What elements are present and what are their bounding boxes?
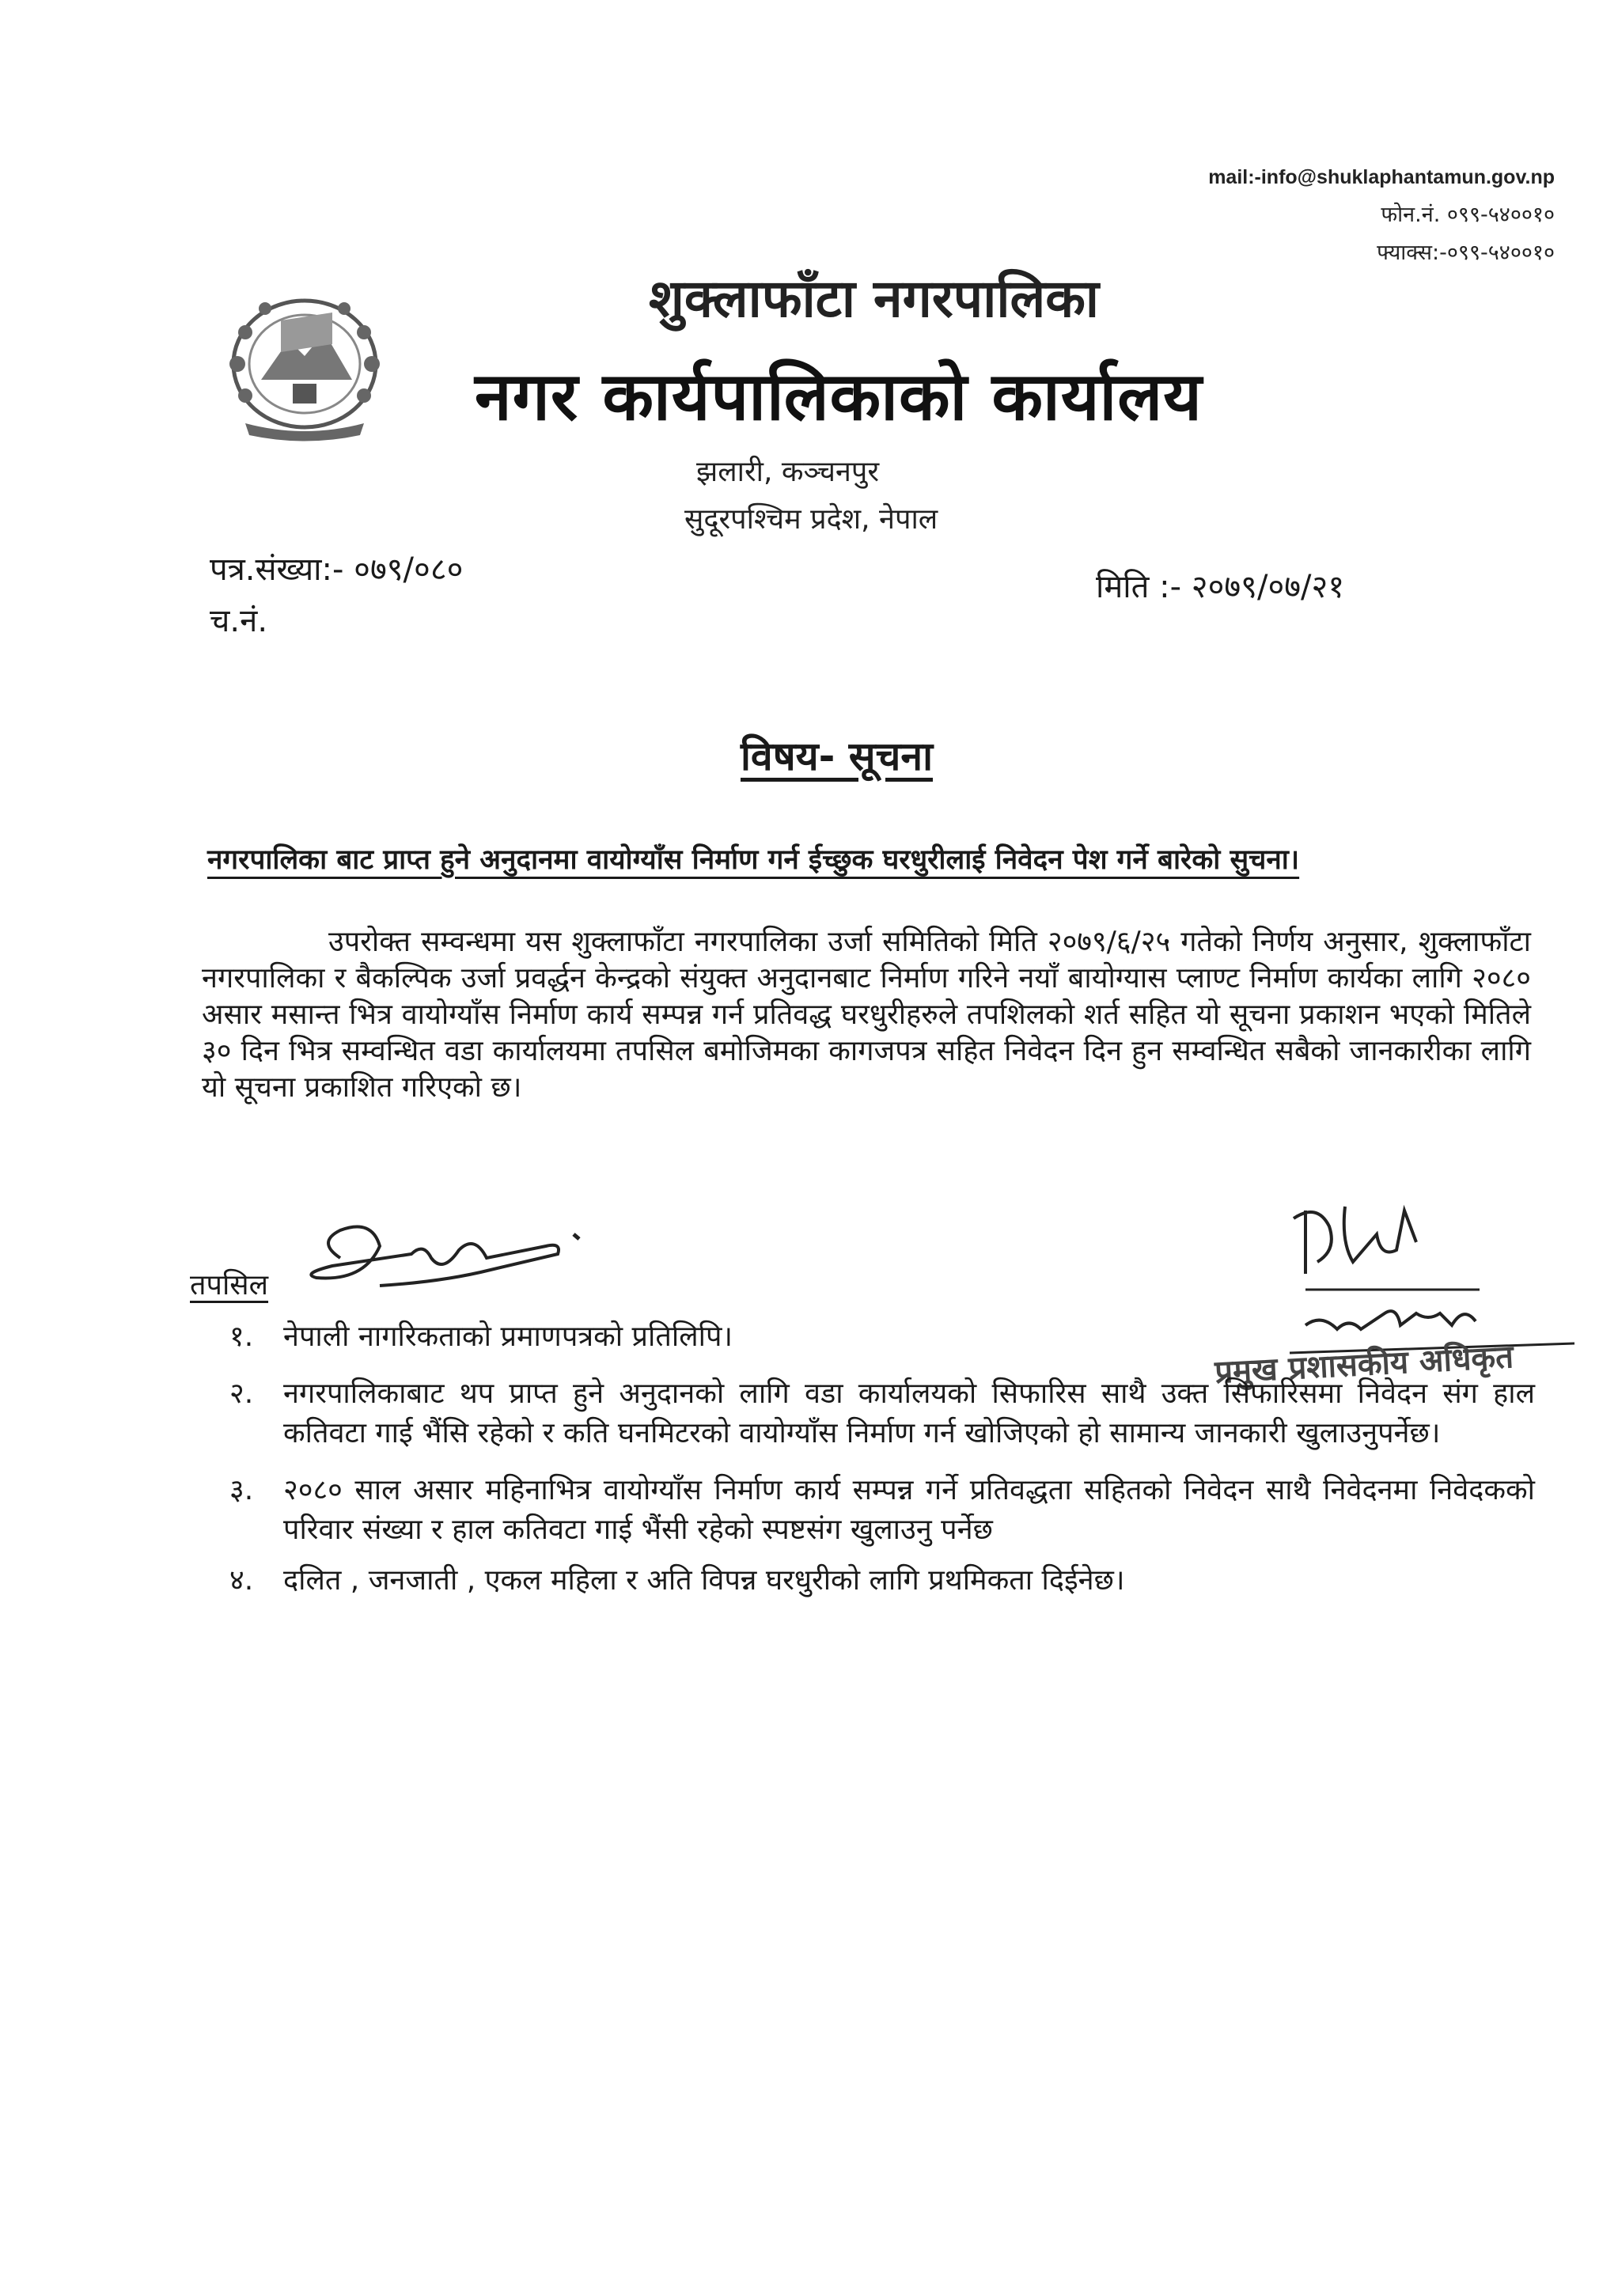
list-item: ३. २०८० साल असार महिनाभित्र वायोग्याँस निर्माण कार्य सम्पन्न गर्ने प्रतिवद्धता सहितको निवेदन साथै निवेदनमा निवेदकको परिवार संख्या र हाल कतिवटा गाई भैंसी रहेको स्पष्टसंग खुलाउनु पर्नेछ <box>229 1474 1535 1546</box>
conditions-list <box>229 1317 1535 1618</box>
subject-text: विषय- सूचना <box>740 733 934 779</box>
email-address: mail:-info@shuklaphantamun.gov.np <box>1208 166 1555 188</box>
signature-left <box>285 1211 601 1298</box>
letter-date: मिति :- २०७९/०७/२१ <box>1096 569 1345 605</box>
address-line-1: झलारी, कञ्चनपुर <box>696 456 880 488</box>
tapasil-label: तपसिल <box>190 1269 269 1301</box>
municipality-name: शुक्लाफाँटा नगरपालिका <box>649 268 1099 329</box>
reference-number: पत्र.संख्या:- ०७९/०८० <box>210 551 464 588</box>
official-stamp-text: प्रमुख प्रशासकीय अधिकृत <box>1214 1339 1515 1391</box>
body-text: उपरोक्त सम्वन्धमा यस शुक्लाफाँटा नगरपालिका उर्जा समितिको मिति २०७९/६/२५ गतेको निर्णय अनुसार, शुक्लाफाँटा नगरपालिका र बैकल्पिक उर्जा प्रवर्द्धन केन्द्रको संयुक्त अनुदानबाट निर्माण गरिने नयाँ बायोग्यास प्लाण्ट निर्माण कार्यका लागि २०८० असार मसान्त भित्र वायोग्याँस निर्माण कार्य सम्पन्न गर्न प्रतिवद्ध घरधुरीहरुले तपशिलको शर्त सहित यो सूचना प्रकाशन भएको मितिले ३० दिन भित्र सम्वन्धित वडा कार्यालयमा तपसिल बमोजिमका कागजपत्र सहित निवेदन दिन हुन सम्वन्धित सबैको जानकारीका लागि यो सूचना प्रकाशित गरिएको छ। <box>202 926 1531 1104</box>
subject-heading <box>0 728 1618 782</box>
contact-block <box>1208 158 1555 272</box>
notice-title: नगरपालिका बाट प्राप्त हुने अनुदानमा वायोग्याँस निर्माण गर्न ईच्छुक घरधुरीलाई निवेदन पेश गर्ने बारेको सुचना। <box>207 844 1300 876</box>
list-item: २. नगरपालिकाबाट थप प्राप्त हुने अनुदानको लागि वडा कार्यालयको सिफारिस साथै उक्त सिफारिसमा निवेदन संग हाल कतिवटा गाई भैंसि रहेको र कति घनमिटरको वायोग्याँस निर्माण गर्न खोजिएको हो सामान्य जानकारी खुलाउनुपर्नेछ। <box>229 1377 1535 1449</box>
phone-number: फोन.नं. ०९९-५४००१० <box>1381 203 1555 227</box>
list-item: ४. दलित , जनजाती , एकल महिला र अति विपन्न घरधुरीको लागि प्रथमिकता दिईनेछ। <box>229 1564 1125 1597</box>
list-item: १. नेपाली नागरिकताको प्रमाणपत्रको प्रतिलिपि। <box>229 1320 733 1353</box>
body-paragraph <box>202 924 1531 1106</box>
dispatch-number: च.नं. <box>210 603 268 639</box>
government-emblem-icon <box>214 277 396 443</box>
address-line-2: सुदूरपश्चिम प्रदेश, नेपाल <box>684 503 938 536</box>
office-name: नगर कार्यपालिकाको कार्यालय <box>475 358 1203 435</box>
fax-number: फ्याक्स:-०९९-५४००१० <box>1377 241 1555 265</box>
